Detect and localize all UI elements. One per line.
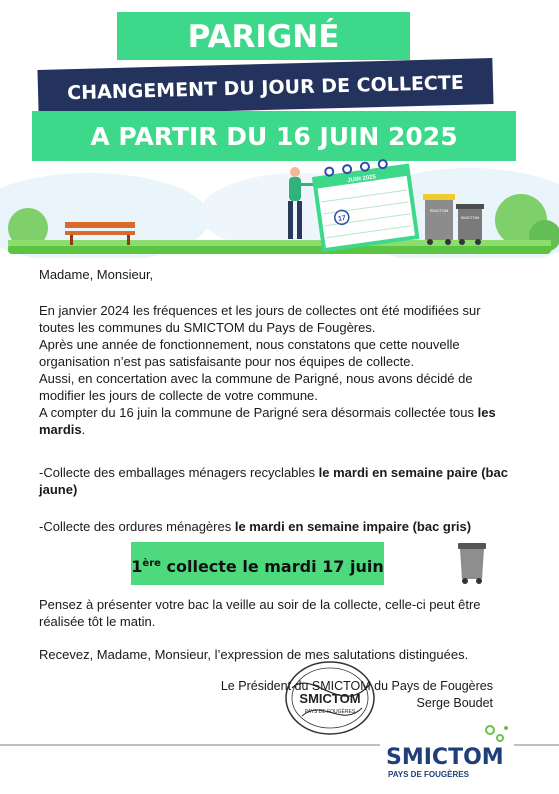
svg-text:SMICTOM: SMICTOM — [460, 215, 480, 220]
signature-block — [221, 678, 493, 712]
collection-illustration — [0, 158, 559, 258]
subtitle-banner: CHANGEMENT DU JOUR DE COLLECTE — [37, 58, 493, 116]
letter-greeting: Madame, Monsieur, — [39, 267, 154, 282]
calendar-month: JUIN 2025 — [347, 174, 377, 185]
calendar-day: 17 — [337, 214, 347, 223]
grey-bin-icon — [456, 541, 488, 585]
paragraph-1: En janvier 2024 les fréquences et les jours de collectes ont été modifiées sur toutes les communes du SMICTOM du Pays de Fougères. — [39, 303, 481, 335]
grey-bin-icon — [456, 204, 484, 245]
svg-text:PAYS DE FOUGÈRES: PAYS DE FOUGÈRES — [304, 709, 356, 715]
signature-title: Le Président du SMICTOM du Pays de Fougères — [220, 679, 493, 693]
svg-text:SMICTOM: SMICTOM — [299, 691, 361, 706]
page-title: PARIGNÉ — [117, 12, 410, 60]
paragraph-3: Aussi, en concertation avec la commune de Parigné, nous avons décidé de modifier les jours de collecte de votre commune. — [39, 371, 473, 403]
collection-item-grey: -Collecte des ordures ménagères le mardi en semaine impaire (bac gris) — [39, 519, 472, 534]
bin-label: SMICTOM — [429, 208, 449, 213]
logo-subtitle: PAYS DE FOUGÈRES — [388, 770, 469, 779]
smictom-logo — [372, 712, 522, 792]
calendar-icon — [313, 158, 417, 250]
yellow-lid-bin-icon — [423, 194, 455, 245]
first-collection-banner: 1ère collecte le mardi 17 juin — [131, 542, 384, 585]
paragraph-6: Recevez, Madame, Monsieur, l’expression de mes salutations distinguées. — [39, 647, 469, 662]
letter-body — [39, 302, 509, 438]
logo-wordmark: SMICTOM — [386, 745, 504, 770]
paragraph-2: Après une année de fonctionnement, nous constatons que cette nouvelle organisation n’est pas satisfaisante pour nos équipes de collecte. — [39, 337, 460, 369]
date-banner: A PARTIR DU 16 JUIN 2025 — [32, 111, 516, 161]
collection-item-yellow: -Collecte des emballages ménagers recyclables le mardi en semaine paire (bac jaune) — [39, 465, 508, 497]
paragraph-4: A compter du 16 juin la commune de Parigné sera désormais collectée tous les mardis. — [39, 405, 496, 437]
paragraph-5: Pensez à présenter votre bac la veille au soir de la collecte, celle-ci peut être réalisée tôt le matin. — [39, 597, 481, 629]
signature-name: Serge Boudet — [416, 696, 493, 710]
